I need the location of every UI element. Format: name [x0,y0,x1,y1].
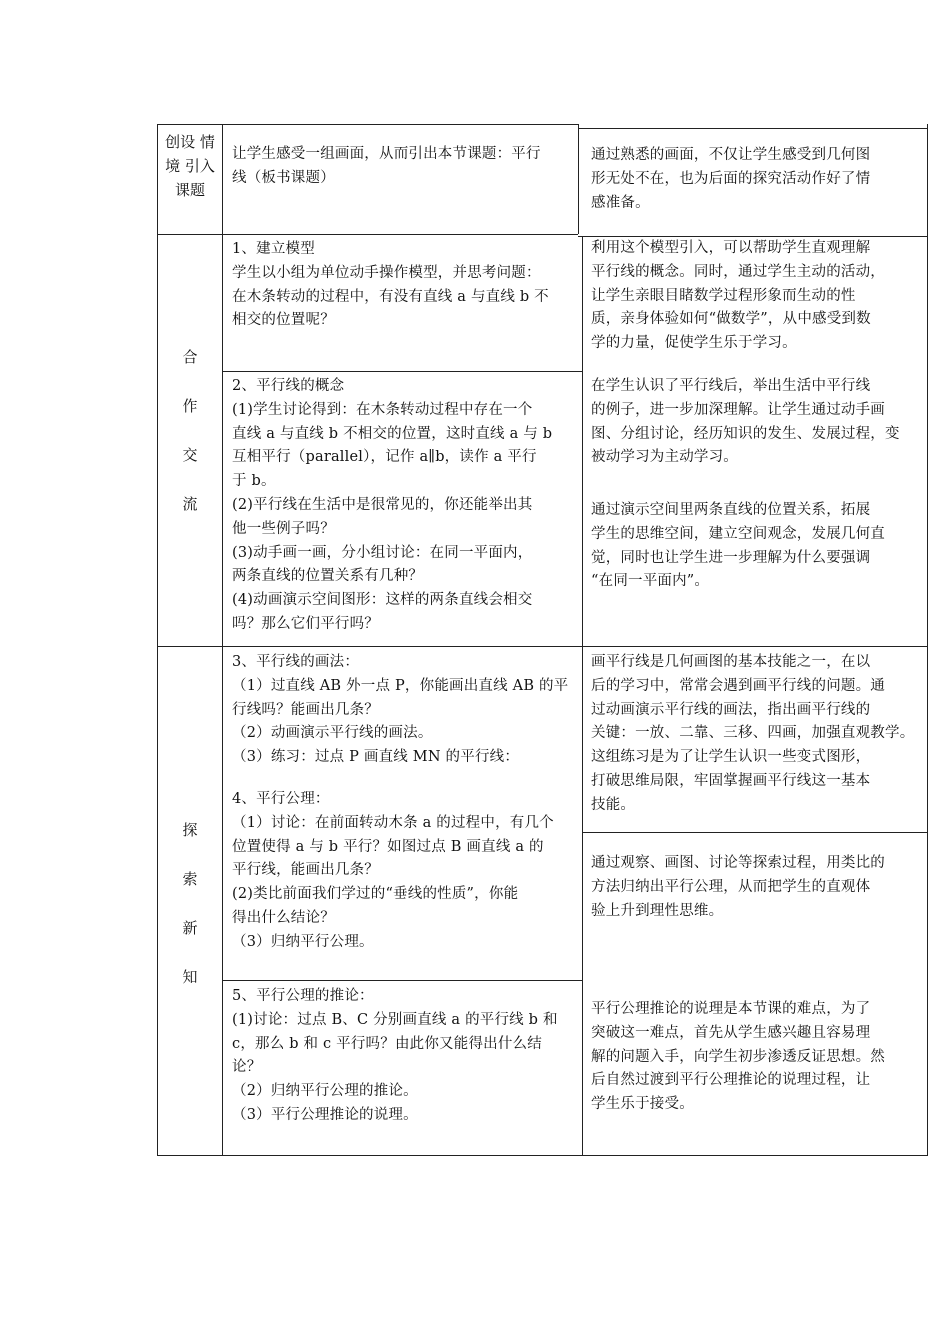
activity-line: 论？ [232,1059,262,1076]
activity-line: 4、平行公理： [232,790,330,807]
intent-line: 学生乐于接受。 [591,1096,694,1113]
row3-label-char: 探 [182,821,198,839]
row2-label-char: 作 [182,397,198,415]
row1-label-line: 创设 [165,133,196,151]
activity-line: 位置使得 a 与 b 平行？如图过点 B 画直线 a 的 [232,838,544,855]
row3-activity-block1 [232,651,577,955]
activity-line: 1、建立模型 [232,241,315,257]
row3-label-char: 知 [182,968,198,986]
activity-line: 得出什么结论？ [232,909,335,926]
row3-label-char: 索 [182,870,198,888]
activity-line: 直线 a 与直线 b 不相交的位置，这时直线 a 与 b [232,425,553,442]
activity-line: (2)平行线在生活中是很常见的，你还能举出其 [232,496,533,513]
intent-line: 通过观察、画图、讨论等探索过程，用类比的 [591,855,885,871]
activity-line: (1)学生讨论得到：在木条转动过程中存在一个 [232,401,533,418]
intent-line: 学的力量，促使学生乐于学习。 [591,335,797,352]
intent-line: 让学生亲眼目睹数学过程形象而生动的性 [591,287,856,304]
intent-line: 通过熟悉的画面，不仅让学生感受到几何图 [591,147,871,163]
activity-line: (3)动手画一画，分小组讨论：在同一平面内， [232,544,533,561]
activity-line: c，那么 b 和 c 平行吗？由此你又能得出什么结 [232,1035,542,1052]
activity-line: （2）动画演示平行线的画法。 [232,725,433,742]
intent-line: 被动学习为主动学习。 [591,449,738,466]
activity-line: (2)类比前面我们学过的“垂线的性质”，你能 [232,886,519,903]
intent-line: 画平行线是几何画图的基本技能之一，在以 [591,654,871,670]
row3-label-char: 新 [182,919,198,937]
row2-intent-block1 [591,237,926,356]
row3-label [175,819,205,1015]
row1-intent [591,144,926,215]
activity-line: （1）过直线 AB 外一点 P，你能画出直线 AB 的平 [232,677,569,694]
activity-line: （2）归纳平行公理的推论。 [232,1083,418,1100]
intent-line: 在学生认识了平行线后，举出生活中平行线 [591,378,871,394]
intent-line: 这组练习是为了让学生认识一些变式图形， [591,749,871,766]
row3-activity-block2 [232,985,577,1128]
activity-line: 于 b。 [232,473,276,490]
row2-intent-block2a [591,375,926,470]
intent-line: 通过演示空间里两条直线的位置关系，拓展 [591,502,871,518]
activity-line: 线（板书课题） [232,169,335,186]
activity-line: 两条直线的位置关系有几种？ [232,568,424,585]
activity-line: 在木条转动的过程中，有没有直线 a 与直线 b 不 [232,288,549,305]
intent-line: 突破这一难点，首先从学生感兴趣且容易理 [591,1024,871,1041]
row3-intent-block2 [591,998,926,1117]
intent-line: 技能。 [591,796,636,813]
intent-line: 打破思维局限，牢固掌握画平行线这一基本 [591,772,871,789]
activity-line: 吗？那么它们平行吗？ [232,615,379,632]
intent-line: 后的学习中，常常会遇到画平行线的问题。通 [591,677,885,694]
row2-intent-block2b [591,499,926,594]
row2-label [175,346,205,542]
intent-line: “在同一平面内”。 [591,573,710,590]
intent-line: 平行公理推论的说理是本节课的难点，为了 [591,1001,871,1017]
activity-line: 5、平行公理的推论： [232,988,374,1004]
intent-line: 图、分组讨论，经历知识的发生、发展过程，变 [591,425,900,442]
activity-line: （3）练习：过点 P 画直线 MN 的平行线： [232,749,520,766]
intent-line: 平行线的概念。同时，通过学生主动的活动， [591,263,885,280]
row2-label-char: 合 [182,348,198,366]
activity-line: 行线吗？能画出几条？ [232,701,379,718]
intent-line: 解的问题入手，向学生初步渗透反证思想。然 [591,1048,885,1065]
row1-label [160,130,220,202]
activity-line: 学生以小组为单位动手操作模型，并思考问题： [232,264,541,281]
row3-intent-block1b [591,852,926,923]
activity-line [232,770,577,788]
activity-line: （3）归纳平行公理。 [232,933,374,950]
intent-line: 后自然过渡到平行公理推论的说理过程，让 [591,1072,871,1089]
activity-line: (1)讨论：过点 B、C 分别画直线 a 的平行线 b 和 [232,1011,558,1028]
activity-line: (4)动画演示空间图形：这样的两条直线会相交 [232,592,533,609]
row2-label-char: 流 [182,495,198,513]
activity-line: 2、平行线的概念 [232,378,345,394]
activity-line: 3、平行线的画法： [232,654,360,670]
intent-line: 方法归纳出平行公理，从而把学生的直观体 [591,878,871,895]
intent-line: 学生的思维空间，建立空间观念，发展几何直 [591,525,885,542]
intent-line: 的例子，进一步加深理解。让学生通过动手画 [591,401,885,418]
activity-line: 他一些例子吗？ [232,520,335,537]
row1-label-line: 课题 [174,181,205,199]
activity-line: 让学生感受一组画面，从而引出本节课题：平行 [232,146,541,162]
activity-line: 相交的位置呢？ [232,312,335,329]
row1-label-line: 引入 [184,157,215,175]
activity-line: （1）讨论：在前面转动木条 a 的过程中，有几个 [232,814,554,831]
intent-line: 质，亲身体验如何“做数学”，从中感受到数 [591,311,871,328]
intent-line: 过动画演示平行线的画法，指出画平行线的 [591,701,871,718]
row2-activity-block1 [232,238,577,333]
row2-activity-block2 [232,375,577,637]
row1-activity [232,143,577,191]
intent-line: 觉，同时也让学生进一步理解为什么要强调 [591,549,871,566]
intent-line: 形无处不在，也为后面的探究活动作好了情 [591,170,871,187]
intent-line: 验上升到理性思维。 [591,902,724,919]
activity-line: （3）平行公理推论的说理。 [232,1106,418,1123]
row3-intent-block1a [591,651,926,818]
intent-line: 关键：一放、二靠、三移、四画，加强直观教学。 [591,725,915,742]
intent-line: 利用这个模型引入，可以帮助学生直观理解 [591,240,871,256]
activity-line: 互相平行（parallel），记作 a∥b，读作 a 平行 [232,449,537,466]
activity-line: 平行线，能画出几条？ [232,862,379,879]
row2-label-char: 交 [182,446,198,464]
row1-label-line: 情境 [165,133,215,175]
intent-line: 感准备。 [591,194,650,211]
